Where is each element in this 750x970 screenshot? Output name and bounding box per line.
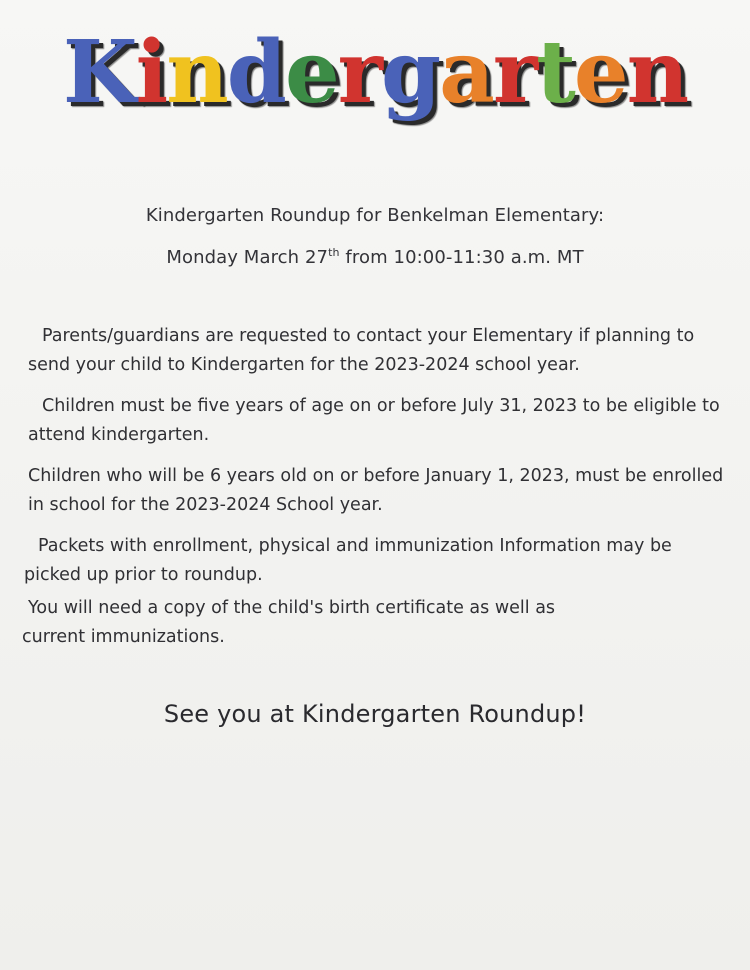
paragraph-contact: Parents/guardians are requested to contact your Elementary if planning to send your child to Kindergarten for the 2023-2024 school year. [28,326,695,375]
title-letter: r [492,22,537,123]
title-letter: n [626,22,688,123]
event-date-time [0,246,750,268]
title-letter: g [380,22,440,123]
title-letter: d [226,22,285,123]
closing-message: See you at Kindergarten Roundup! [163,700,587,728]
title-letter: n [166,22,227,123]
kindergarten-title [0,18,750,136]
paragraph-age-requirement: Children must be five years of age on or before July 31, 2023 to be eligible to attend kindergarten. [28,396,720,445]
title-letter: i [135,22,167,123]
event-time: from 10:00-11:30 a.m. MT [339,247,584,268]
event-date: Monday March 27 [166,247,329,268]
title-letter: r [337,22,381,123]
paragraph-enrollment-requirement: Children who will be 6 years old on or before January 1, 2023, must be enrolled in school for the 2023-2024 School year. [28,466,724,515]
event-date-suffix: th [328,246,340,259]
paragraph-packets: Packets with enrollment, physical and immunization Information may be picked up prior to roundup. [24,536,672,585]
event-heading: Kindergarten Roundup for Benkelman Elementary: [145,205,605,226]
title-letter: K [62,22,136,123]
title-letter: a [439,22,493,123]
title-letter: e [573,22,627,123]
title-letter: t [536,22,574,123]
paragraph-documents: You will need a copy of the child's birth certificate as well as current immunizations. [22,598,556,647]
title-letter: e [284,22,338,123]
